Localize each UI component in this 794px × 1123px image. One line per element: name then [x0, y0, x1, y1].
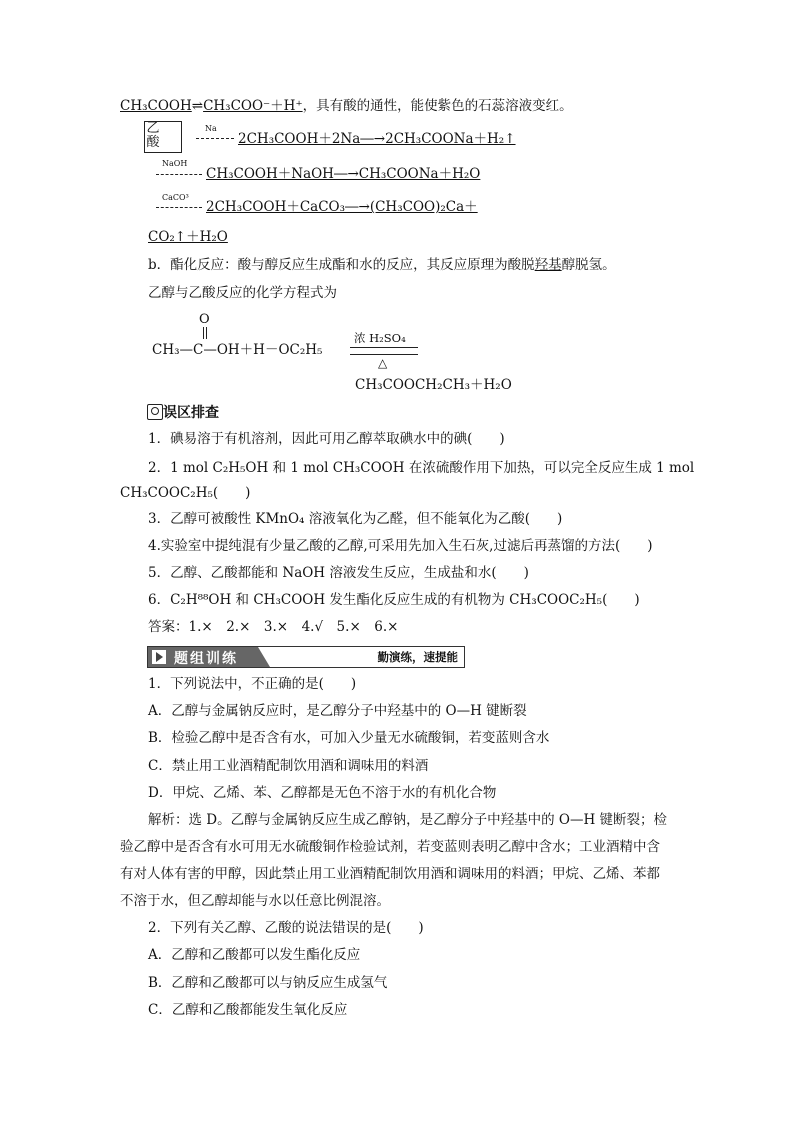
ionize-lhs: CH₃COOH: [120, 98, 192, 114]
esterification-keyword: 羟基: [534, 257, 562, 273]
misc-item: 6．C₂H⁸⁸OH 和 CH₃COOH 发生酯化反应生成的有机物为 CH₃COOC₂H₅( ): [148, 592, 640, 608]
carbonyl-o: O: [199, 312, 210, 327]
misc-item: 4.实验室中提纯混有少量乙酸的乙醇,可采用先加入生石灰,过滤后再蒸馏的方法( ): [148, 538, 653, 554]
acid-box-label: 乙酸: [146, 121, 160, 150]
r2-reagent: NaOH: [162, 159, 188, 168]
condition-top: 浓 H₂SO₄: [354, 331, 406, 345]
equation-intro: 乙醇与乙酸反应的化学方程式为: [148, 285, 337, 301]
double-bond-l: [203, 327, 204, 339]
q2-option: B．乙醇和乙酸都可以与钠反应生成氢气: [148, 975, 388, 991]
misc-item: 2．1 mol C₂H₅OH 和 1 mol CH₃COOH 在浓硫酸作用下加热，可以完全反应生成 1 mol: [148, 460, 695, 476]
ionize-rhs: CH₃COO⁻＋H⁺: [203, 98, 303, 114]
reaction-2: CH₃COOH＋NaOH―→CH₃COONa＋H₂O: [206, 166, 481, 182]
condition-bottom: △: [378, 356, 388, 370]
r1-arrow: [196, 138, 234, 139]
practice-banner: [147, 646, 465, 668]
banner-slogan: 勤演练，速提能: [377, 650, 458, 664]
misc-item: 3．乙醇可被酸性 KMnO₄ 溶液氧化为乙醛，但不能氧化为乙酸( ): [148, 511, 563, 527]
r3-reagent: CaCO³: [162, 193, 189, 202]
esterification-end: 醇脱氢。: [561, 257, 616, 273]
reaction-3: 2CH₃COOH＋CaCO₃―→(CH₃COO)₂Ca＋: [206, 199, 478, 215]
magnifier-check-icon: [147, 404, 163, 420]
misc-item: CH₃COOC₂H₅( ): [120, 485, 251, 501]
double-bond-r: [206, 327, 207, 339]
play-icon: [152, 650, 166, 664]
q1-analysis: 验乙醇中是否含有水可用无水硫酸铜作检验试剂，若变蓝则表明乙醇中含水；工业酒精中含: [120, 839, 660, 855]
q2-option: A．乙醇和乙酸都可以发生酯化反应: [148, 947, 361, 963]
misc-item: 1．碘易溶于有机溶剂，因此可用乙醇萃取碘水中的碘( ): [148, 431, 505, 447]
ionize-tail: ，具有酸的通性，能使紫色的石蕊溶液变红。: [302, 98, 573, 114]
answers: 答案：1.× 2.× 3.× 4.√ 5.× 6.×: [148, 619, 399, 635]
q1-option: D．甲烷、乙烯、苯、乙醇都是无色不溶于水的有机化合物: [148, 785, 497, 801]
r3-arrow: [156, 207, 202, 208]
banner-title: 题组训练: [174, 651, 238, 667]
q1-option: A．乙醇与金属钠反应时，是乙醇分子中羟基中的 O—H 键断裂: [148, 703, 527, 719]
q1-analysis: 有对人体有害的甲醇，因此禁止用工业酒精配制饮用酒和调味用的料酒；甲烷、乙烯、苯都: [120, 866, 660, 882]
reaction-1: 2CH₃COOH＋2Na―→2CH₃COONa＋H₂↑: [238, 131, 516, 147]
q2-option: C．乙醇和乙酸都能发生氧化反应: [148, 1002, 348, 1018]
r2-arrow: [156, 174, 202, 175]
equation-lhs: CH₃—C—OH＋H－OC₂H₅: [152, 342, 323, 358]
r1-reagent: Na: [205, 124, 217, 133]
ionization-line: [120, 97, 573, 115]
esterification-text: b．酯化反应：酸与醇反应生成酯和水的反应，其反应原理为酸脱: [148, 257, 535, 273]
misc-item: 5．乙醇、乙酸都能和 NaOH 溶液发生反应，生成盐和水( ): [148, 565, 529, 581]
equation-product: CH₃COOCH₂CH₃＋H₂O: [355, 377, 512, 393]
q1-analysis: 不溶于水，但乙醇却能与水以任意比例混溶。: [120, 893, 390, 909]
misconception-heading: 误区排查: [163, 405, 219, 421]
q1-option: C．禁止用工业酒精配制饮用酒和调味用的料酒: [148, 758, 429, 774]
q1-stem: 1．下列说法中，不正确的是( ): [148, 676, 357, 692]
ionize-symbol: ⇌: [191, 98, 204, 114]
reaction-3-cont: CO₂↑＋H₂O: [148, 229, 228, 245]
esterification-line: [148, 256, 616, 274]
q2-stem: 2．下列有关乙醇、乙酸的说法错误的是( ): [148, 920, 424, 936]
q1-option: B．检验乙醇中是否含有水，可加入少量无水硫酸铜，若变蓝则含水: [148, 730, 550, 746]
q1-analysis: 解析：选 D。乙醇与金属钠反应生成乙醇钠，是乙醇分子中羟基中的 O—H 键断裂；检: [148, 812, 668, 828]
